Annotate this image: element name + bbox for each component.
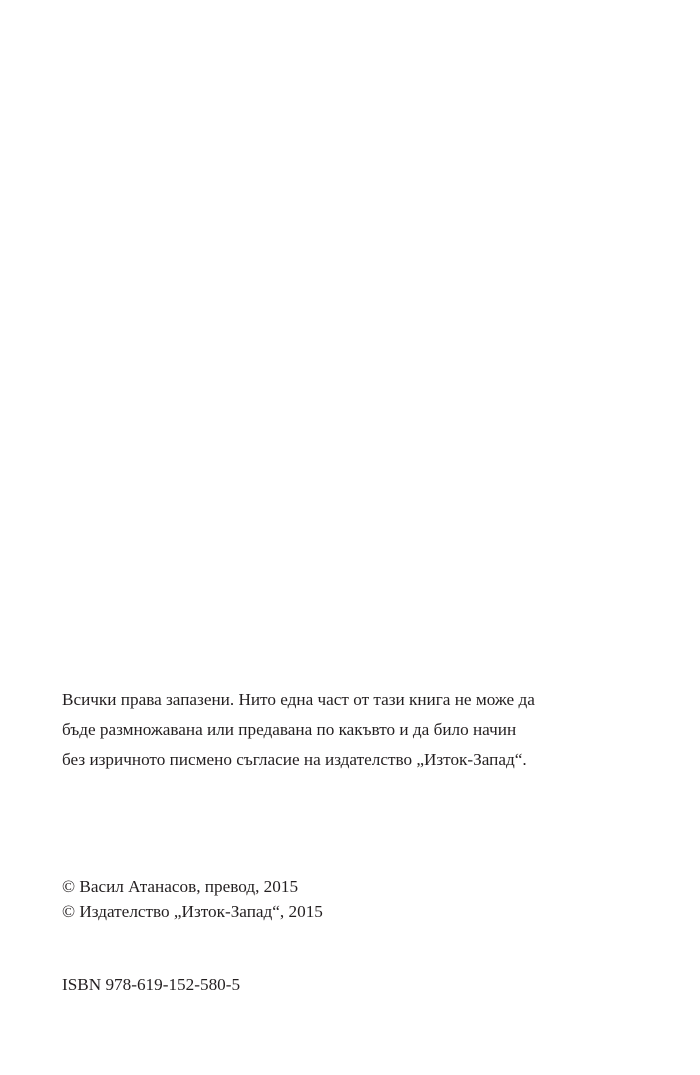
rights-notice-line: без изричното писмено съгласие на издателство „Изток-Запад“.: [62, 750, 527, 769]
translation-copyright: © Васил Атанасов, превод, 2015: [62, 877, 299, 896]
rights-notice-line: бъде размножавана или предавана по какъвто и да било начин: [62, 720, 517, 739]
rights-notice-line: Всички права запазени. Нито една част от тази книга не може да: [62, 690, 535, 709]
publisher-copyright: © Издателство „Изток-Запад“, 2015: [62, 902, 323, 921]
rights-notice: [62, 685, 622, 775]
isbn-number: ISBN 978-619-152-580-5: [62, 975, 241, 994]
copyright-block: [62, 874, 622, 924]
